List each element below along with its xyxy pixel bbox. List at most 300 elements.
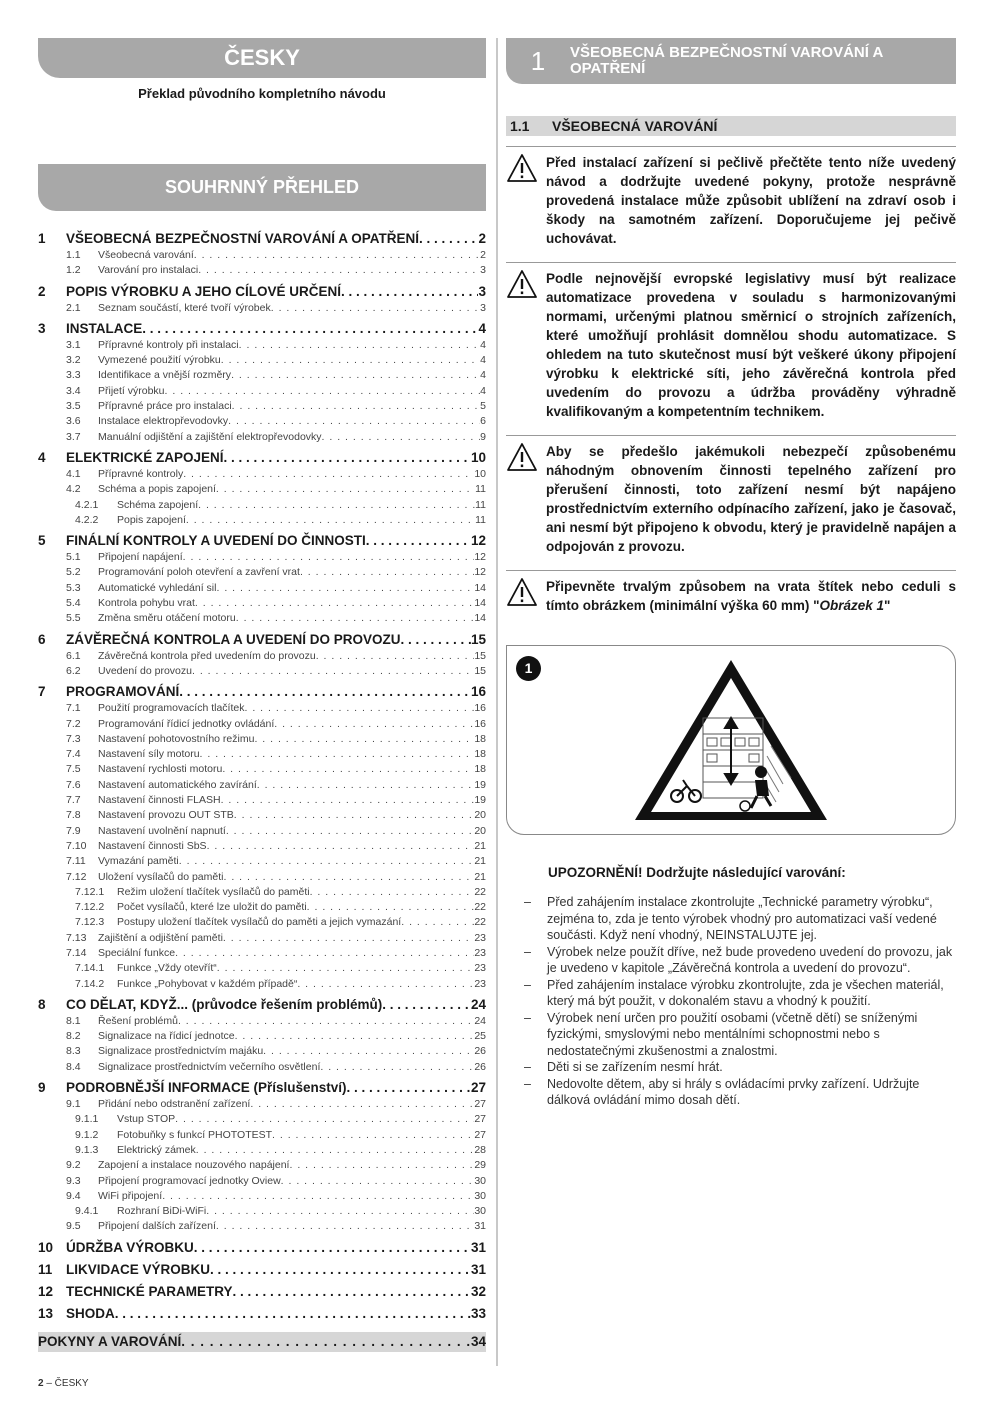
toc-subsection-page: 4	[480, 384, 486, 397]
toc-section-title: VŠEOBECNÁ BEZPEČNOSTNÍ VAROVÁNÍ A OPATŘENÍ	[66, 231, 420, 246]
toc-subsection-row[interactable]	[38, 430, 486, 445]
toc-subsection-page: 23	[474, 946, 486, 959]
toc-dots	[179, 683, 471, 701]
toc-subsection-title: Nastavení rychlosti motoru	[98, 763, 223, 776]
toc-subsection-number: 1.2	[66, 264, 81, 277]
toc-subsection-page: 9	[480, 430, 486, 443]
toc-section-number: 7	[38, 684, 46, 700]
toc-subsection-row[interactable]	[38, 1158, 486, 1173]
warning-icon	[506, 442, 546, 556]
toc-subsection-title: Závěrečná kontrola před uvedením do provozu	[98, 649, 316, 662]
toc-subsection-page: 5	[480, 400, 486, 413]
toc-dots	[165, 384, 481, 399]
toc-subsection-page: 27	[474, 1128, 486, 1141]
warning-icon	[506, 269, 546, 421]
caution-list-item: – Před zahájením instalace výrobku zkontrolujte, zda je všechen materiál, který má být použit, v dokonalém stavu a vhodný k použití.	[524, 977, 956, 1010]
toc-section-number: 12	[38, 1283, 54, 1299]
toc-dots	[179, 854, 475, 869]
warning-icon	[506, 577, 546, 615]
toc-dots	[272, 1128, 474, 1143]
figure-reference: Obrázek 1	[819, 598, 885, 613]
toc-section-row[interactable]	[38, 631, 486, 649]
toc-last-entry[interactable]	[38, 1332, 486, 1352]
toc-subsection-title: Programování poloh otevření a zavření vrat	[98, 566, 300, 579]
toc-subsection-number: 7.8	[66, 809, 81, 822]
toc-subsection-page: 10	[474, 467, 486, 480]
toc-subsection-row[interactable]	[38, 565, 486, 580]
toc-subsection-number: 7.14.2	[75, 977, 105, 990]
toc-subsection-row[interactable]	[38, 611, 486, 626]
toc-subsection-row[interactable]	[38, 1189, 486, 1204]
toc-subsection-title: Připojení dalších zařízení	[98, 1220, 216, 1233]
toc-subsection-page: 21	[474, 870, 486, 883]
toc-section-number: 2	[38, 283, 46, 299]
toc-section-number: 4	[38, 449, 46, 465]
toc-dots	[183, 467, 474, 482]
toc-last-title: POKYNY A VAROVÁNÍ	[38, 1333, 182, 1349]
toc-section-page: 15	[470, 631, 486, 647]
toc-subsection-page: 14	[474, 612, 486, 625]
toc-dots	[222, 762, 474, 777]
toc-subsection-title: Signalizace prostřednictvím majáku	[98, 1045, 264, 1058]
toc-section-row[interactable]	[38, 320, 486, 338]
toc-subsection-title: Nastavení pohotovostního režimu	[98, 732, 255, 745]
warning-4-main: Připevněte trvalým způsobem na vrata štítek nebo ceduli s tímto obrázkem (minimální výška 60 mm) "	[546, 579, 956, 613]
caution-list-item: – Výrobek nelze použít dříve, než bude provedeno uvedení do provozu, jak je uvedeno v kapitole „Závěrečná kontrola a uvedení do provozu“.	[524, 944, 956, 977]
toc-dots	[401, 631, 471, 649]
toc-subsection-row[interactable]	[38, 762, 486, 777]
toc-last-page: 34	[470, 1333, 486, 1349]
toc-section-title: LIKVIDACE VÝROBKU	[66, 1261, 211, 1277]
toc-section-title: FINÁLNÍ KONTROLY A UVEDENÍ DO ČINNOSTI	[66, 533, 366, 549]
toc-subsection-title: Přípravné kontroly při instalaci	[98, 338, 239, 351]
warning-block	[506, 146, 956, 248]
toc-subsection-row[interactable]	[38, 467, 486, 482]
toc-subsection-number: 7.3	[66, 732, 81, 745]
page-footer	[38, 1378, 89, 1389]
toc-subsection-row[interactable]	[38, 1112, 486, 1127]
toc-dots	[274, 717, 474, 732]
toc-subsection-number: 7.2	[66, 717, 81, 730]
toc-subsection-row[interactable]	[38, 900, 486, 915]
toc-subsection-row[interactable]	[38, 1044, 486, 1059]
toc-subsection-row[interactable]	[38, 482, 486, 497]
toc-subsection-row[interactable]	[38, 778, 486, 793]
section-number: 1.1	[510, 118, 530, 134]
toc-dots	[234, 808, 475, 823]
toc-section-number: 13	[38, 1305, 54, 1321]
toc-dots	[206, 1204, 474, 1219]
toc-dots	[142, 320, 478, 338]
toc-subsection-title: Přípravné práce pro instalaci	[98, 400, 232, 413]
warning-block	[506, 570, 956, 615]
toc-subsection-row[interactable]	[38, 747, 486, 762]
toc-subsection-title: Přijetí výrobku	[98, 384, 165, 397]
toc-subsection-page: 11	[475, 483, 486, 496]
toc-subsection-row[interactable]	[38, 1029, 486, 1044]
toc-subsection-title: Instalace elektropřevodovky	[98, 415, 229, 428]
toc-dots	[233, 1283, 471, 1301]
toc-subsection-title: Signalizace prostřednictvím večerního osvětlení	[98, 1060, 321, 1073]
toc-dots	[232, 399, 481, 414]
toc-subsection-page: 3	[480, 264, 486, 277]
toc-dots	[289, 1158, 474, 1173]
toc-subsection-row[interactable]	[38, 1204, 486, 1219]
toc-subsection-page: 29	[474, 1159, 486, 1172]
toc-section-page: 31	[470, 1239, 486, 1255]
toc-subsection-row[interactable]	[38, 824, 486, 839]
toc-subsection-title: Zajištění a odjištění paměti	[98, 931, 223, 944]
caution-list-item: – Nedovolte dětem, aby si hrály s ovládacími prvky zařízení. Udržujte dálková ovládání mimo dosah dětí.	[524, 1076, 956, 1109]
toc-subsection-page: 16	[474, 702, 486, 715]
toc-subsection-number: 7.6	[66, 778, 81, 791]
toc-section-page: 3	[478, 283, 486, 299]
toc-section-row[interactable]	[38, 449, 486, 467]
toc-subsection-page: 25	[474, 1030, 486, 1043]
toc-subsection-row[interactable]	[38, 368, 486, 383]
toc-subsection-page: 4	[480, 354, 486, 367]
toc-subsection-row[interactable]	[38, 1128, 486, 1143]
warning-block	[506, 435, 956, 556]
toc-subsection-row[interactable]	[38, 915, 486, 930]
toc-subsection-row[interactable]	[38, 649, 486, 664]
toc-subsection-row[interactable]	[38, 596, 486, 611]
toc-section-row[interactable]	[38, 1283, 486, 1301]
toc-section-title: PODROBNĚJŠÍ INFORMACE (Příslušenství)	[66, 1080, 347, 1096]
figure-number-badge: 1	[516, 656, 541, 681]
toc-subsection-title: Signalizace na řídicí jednotce	[98, 1030, 235, 1043]
toc-subsection-title: Postupy uložení tlačítek vysílačů do paměti a jejich vymazání	[117, 916, 402, 929]
toc-subsection-number: 8.1	[66, 1014, 81, 1027]
toc-section-title: ÚDRŽBA VÝROBKU	[66, 1239, 194, 1255]
toc-dots	[281, 1174, 475, 1189]
caution-list	[524, 894, 956, 1109]
toc-subsection-title: Řešení problémů	[98, 1014, 178, 1027]
toc-subsection-page: 26	[474, 1045, 486, 1058]
toc-subsection-title: Přidání nebo odstranění zařízení	[98, 1098, 251, 1111]
toc-subsection-number: 7.9	[66, 824, 81, 837]
toc-subsection-number: 3.3	[66, 369, 81, 382]
toc-subsection-page: 11	[475, 498, 486, 511]
toc-subsection-number: 3.6	[66, 415, 81, 428]
toc-subsection-title: Automatické vyhledání sil	[98, 581, 217, 594]
toc-section-title: CO DĚLAT, KDYŽ... (průvodce řešením problémů)	[66, 996, 383, 1012]
toc-subsection-row[interactable]	[38, 1219, 486, 1234]
toc-dots	[192, 664, 474, 679]
toc-subsection-number: 8.3	[66, 1045, 81, 1058]
caution-list-item: – Výrobek není určen pro použití osobami (včetně dětí) se sníženými fyzickými, smyslovými nebo mentálními schopnostmi nebo s nedostatečnými zkušenostmi a znalostmi.	[524, 1010, 956, 1060]
toc-dots	[300, 565, 474, 580]
toc-subsection-number: 6.2	[66, 664, 81, 677]
toc-subsection-title: Schéma a popis zapojení	[98, 483, 216, 496]
toc-dots	[316, 649, 475, 664]
toc-subsection-number: 9.4	[66, 1189, 81, 1202]
toc-subsection-title: Funkce „Vždy otevřít“	[117, 962, 217, 975]
toc-subsection-row[interactable]	[38, 946, 486, 961]
footer-language: – ČESKY	[43, 1378, 89, 1389]
toc-subsection-number: 5.1	[66, 551, 81, 564]
toc-dots	[231, 368, 480, 383]
toc-dots	[224, 449, 471, 467]
toc-subsection-row[interactable]	[38, 248, 486, 263]
toc-subsection-row[interactable]	[38, 808, 486, 823]
toc-subsection-page: 18	[474, 732, 486, 745]
toc-subsection-title: Varování pro instalaci	[98, 264, 199, 277]
caution-list-item: – Před zahájením instalace zkontrolujte „Technické parametry výrobku“, zejména to, zda je tento výrobek vhodný pro automatizaci vaší vedené součásti. Když není vhodný, NEINSTALUJTE jej.	[524, 894, 956, 944]
toc-subsection-row[interactable]	[38, 581, 486, 596]
toc-subsection-page: 27	[474, 1113, 486, 1126]
toc-section-title: ELEKTRICKÉ ZAPOJENÍ	[66, 449, 224, 465]
toc-dots	[198, 263, 480, 278]
toc-dots	[347, 1079, 471, 1097]
warning-text: Podle nejnovější evropské legislativy musí být realizace automatizace provedena v souladu s harmonizovanými normami, určenými platnou směrnicí o strojních zařízeních, které umožňují prohlásit domnělou shodu automatizace. S ohledem na tuto skutečnost musí být veškeré úkony připojení výrobku k elektrické síti, jeho závěrečná kontrola před uvedením do provozu a údržba prováděny výhradně kvalifikovaným a kompetentním technikem.	[546, 271, 956, 419]
chapter-header	[506, 38, 956, 84]
section-title: VŠEOBECNÁ VAROVÁNÍ	[552, 118, 718, 134]
toc-section-row[interactable]	[38, 1239, 486, 1257]
toc-subsection-page: 23	[474, 962, 486, 975]
chapter-number: 1	[530, 45, 546, 76]
toc-subsection-title: Programování řídicí jednotky ovládání	[98, 717, 275, 730]
toc-subsection-page: 31	[474, 1220, 486, 1233]
toc-subsection-page: 30	[474, 1174, 486, 1187]
toc-dots	[115, 1305, 471, 1323]
warning-block	[506, 262, 956, 421]
toc-subsection-row[interactable]	[38, 1014, 486, 1029]
toc-section-row[interactable]	[38, 1261, 486, 1279]
toc-subsection-row[interactable]	[38, 931, 486, 946]
toc-dots	[401, 915, 474, 930]
toc-subsection-row[interactable]	[38, 839, 486, 854]
toc-subsection-title: Připojení napájení	[98, 551, 183, 564]
toc-subsection-title: Režim uložení tlačítek vysílačů do paměti	[117, 885, 310, 898]
toc-subsection-number: 9.3	[66, 1174, 81, 1187]
toc-subsection-number: 3.4	[66, 384, 81, 397]
column-divider	[496, 38, 498, 1366]
toc-subsection-row[interactable]	[38, 399, 486, 414]
toc-subsection-page: 22	[474, 916, 486, 929]
toc-subsection-page: 23	[474, 931, 486, 944]
toc-subsection-page: 30	[474, 1189, 486, 1202]
toc-subsection-title: Uvedení do provozu	[98, 664, 192, 677]
toc-subsection-number: 7.12.3	[75, 916, 105, 929]
toc-subsection-number: 9.5	[66, 1220, 81, 1233]
warning-sign-illustration	[631, 656, 831, 826]
toc-subsection-page: 4	[480, 338, 486, 351]
toc-subsection-title: Připojení programovací jednotky Oview	[98, 1174, 281, 1187]
toc-section-row[interactable]	[38, 1079, 486, 1097]
toc-dots	[223, 931, 474, 946]
toc-dots	[263, 1044, 474, 1059]
toc-subsection-page: 22	[474, 901, 486, 914]
toc-subsection-title: Nastavení síly motoru	[98, 748, 200, 761]
toc-section-number: 9	[38, 1080, 46, 1096]
subtitle: Překlad původního kompletního návodu	[138, 86, 386, 101]
toc-section-number: 11	[38, 1261, 53, 1277]
toc-dots	[186, 513, 475, 528]
toc-subsection-page: 20	[474, 824, 486, 837]
toc-subsection-row[interactable]	[38, 384, 486, 399]
toc-section-row[interactable]	[38, 996, 486, 1014]
toc-section-title: SHODA	[66, 1305, 115, 1321]
toc-subsection-row[interactable]	[38, 1097, 486, 1112]
toc-dots	[221, 353, 480, 368]
toc-subsection-page: 22	[474, 885, 486, 898]
left-column	[38, 38, 486, 1352]
toc-subsection-row[interactable]	[38, 1060, 486, 1075]
toc-section-row[interactable]	[38, 283, 486, 301]
toc-dots	[175, 946, 474, 961]
toc-dots	[236, 611, 475, 626]
toc-subsection-number: 4.2.2	[75, 513, 99, 526]
summary-header: SOUHRNNÝ PŘEHLED	[38, 164, 486, 211]
toc-dots	[223, 870, 474, 885]
toc-subsection-title: Elektrický zámek	[117, 1143, 196, 1156]
toc-section-number: 6	[38, 631, 46, 647]
toc-subsection-number: 5.2	[66, 566, 81, 579]
toc-subsection-row[interactable]	[38, 854, 486, 869]
toc-subsection-title: Schéma zapojení	[117, 498, 199, 511]
toc-subsection-title: Funkce „Pohybovat v každém případě“	[117, 977, 298, 990]
toc-section-number: 5	[38, 533, 46, 549]
toc-dots	[310, 885, 475, 900]
toc-dots	[216, 1219, 474, 1234]
toc-subsection-title: Rozhraní BiDi-WiFi	[117, 1205, 207, 1218]
toc-subsection-page: 21	[474, 839, 486, 852]
toc-subsection-title: WiFi připojení	[98, 1189, 163, 1202]
toc-dots	[320, 1060, 474, 1075]
toc-dots	[254, 732, 474, 747]
toc-subsection-number: 7.10	[66, 839, 87, 852]
warning-text	[546, 577, 956, 615]
warning-text: Aby se předešlo jakémukoli nebezpečí způsobenému náhodným obnovením činnosti tepelného zařízení pro přerušení činnosti, toto zařízení nesmí být napájeno prostřednictvím externího odpínacího zařízení, jako je časovač, ani nesmí být připojeno k obvodu, který je pravidelně napájen a odpojován z provozu.	[546, 444, 956, 554]
toc-subsection-number: 7.1	[66, 702, 81, 715]
warning-icon	[506, 153, 546, 248]
toc-dots	[200, 747, 475, 762]
toc-subsection-row[interactable]	[38, 1174, 486, 1189]
toc-subsection-row[interactable]	[38, 793, 486, 808]
toc-dots	[181, 1332, 471, 1352]
toc-subsection-number: 5.5	[66, 612, 81, 625]
toc-subsection-page: 11	[475, 513, 486, 526]
toc-subsection-row[interactable]	[38, 414, 486, 429]
warning-text: Před instalací zařízení si pečlivě přečtěte tento níže uvedený návod a dodržujte uvedené pokyny, protože nesprávně provedená instalace může způsobit ublížení na zdraví osob i škody na samotném zařízení. Doporučujeme jej pečivě uchovávat.	[546, 155, 956, 246]
toc-section-page: 4	[478, 320, 486, 336]
toc-subsection-number: 1.1	[66, 249, 81, 261]
toc-subsection-title: Seznam součástí, které tvoří výrobek	[98, 301, 271, 314]
toc-dots	[178, 1014, 474, 1029]
toc-subsection-page: 30	[474, 1205, 486, 1218]
toc-subsection-number: 7.5	[66, 763, 81, 776]
toc-subsection-page: 20	[474, 809, 486, 822]
toc-subsection-number: 7.12.2	[75, 901, 105, 914]
toc-subsection-number: 5.4	[66, 597, 81, 610]
toc-dots	[297, 977, 474, 992]
toc-subsection-page: 12	[474, 566, 486, 579]
toc-dots	[207, 839, 475, 854]
toc-dots	[210, 1261, 471, 1279]
toc-dots	[226, 824, 474, 839]
toc-section-title: PROGRAMOVÁNÍ	[66, 684, 180, 700]
toc-subsection-row[interactable]	[38, 732, 486, 747]
toc-subsection-title: Nastavení provozu OUT STB	[98, 809, 234, 822]
toc-section-row[interactable]	[38, 532, 486, 550]
toc-subsection-title: Uložení vysílačů do paměti	[98, 870, 224, 883]
toc-section-page: 24	[470, 996, 486, 1012]
toc-subsection-page: 2	[480, 249, 486, 261]
toc-dots	[183, 550, 475, 565]
toc-dots	[228, 414, 480, 429]
toc-subsection-title: Všeobecná varování	[98, 249, 194, 261]
toc-subsection-page: 15	[474, 664, 486, 677]
toc-subsection-row[interactable]	[38, 513, 486, 528]
toc-dots	[194, 1239, 471, 1257]
toc-subsection-page: 19	[474, 794, 486, 807]
toc-section-row[interactable]	[38, 1305, 486, 1323]
toc-section-page: 27	[470, 1080, 486, 1096]
toc-subsection-row[interactable]	[38, 701, 486, 716]
toc-subsection-row[interactable]	[38, 338, 486, 353]
toc-section-number: 3	[38, 320, 46, 336]
toc-section-row[interactable]	[38, 683, 486, 701]
toc-subsection-page: 27	[474, 1098, 486, 1111]
toc-dots	[271, 301, 480, 316]
section-header	[506, 116, 956, 136]
toc-subsection-row[interactable]	[38, 961, 486, 976]
toc-dots	[195, 596, 474, 611]
toc-subsection-number: 7.12	[66, 870, 87, 883]
toc-subsection-number: 7.14.1	[75, 962, 105, 975]
toc-subsection-row[interactable]	[38, 1143, 486, 1158]
toc-dots	[419, 230, 478, 248]
toc-subsection-row[interactable]	[38, 301, 486, 316]
toc-subsection-page: 14	[474, 581, 486, 594]
toc-dots	[216, 482, 475, 497]
toc-subsection-row[interactable]	[38, 870, 486, 885]
toc-subsection-row[interactable]	[38, 498, 486, 513]
toc-dots	[239, 338, 481, 353]
toc-subsection-row[interactable]	[38, 977, 486, 992]
toc-subsection-title: Fotobuňky s funkcí PHOTOTEST	[117, 1128, 273, 1141]
toc-subsection-row[interactable]	[38, 717, 486, 732]
toc-subsection-row[interactable]	[38, 664, 486, 679]
toc-subsection-number: 8.2	[66, 1030, 81, 1043]
toc-subsection-number: 9.2	[66, 1159, 81, 1172]
toc-subsection-page: 18	[474, 763, 486, 776]
toc-subsection-row[interactable]	[38, 263, 486, 278]
toc-section-number: 1	[38, 231, 46, 246]
toc-subsection-page: 6	[480, 415, 486, 428]
toc-subsection-page: 16	[474, 717, 486, 730]
toc-subsection-row[interactable]	[38, 550, 486, 565]
caution-list-item: – Děti si se zařízením nesmí hrát.	[524, 1059, 956, 1076]
toc-subsection-number: 4.1	[66, 467, 81, 480]
toc-dots	[221, 793, 475, 808]
toc-subsection-number: 3.2	[66, 354, 81, 367]
toc-subsection-number: 5.3	[66, 581, 81, 594]
toc-dots	[307, 900, 475, 915]
toc-dots	[175, 1112, 474, 1127]
toc-subsection-row[interactable]	[38, 353, 486, 368]
toc-subsection-number: 9.1.3	[75, 1143, 99, 1156]
toc-subsection-number: 7.7	[66, 794, 81, 807]
toc-subsection-title: Identifikace a vnější rozměry	[98, 369, 232, 382]
toc-section-row[interactable]	[38, 230, 486, 248]
toc-subsection-page: 12	[474, 551, 486, 564]
toc-subsection-title: Nastavení činnosti SbS	[98, 839, 207, 852]
toc-section-title: INSTALACE	[66, 320, 143, 336]
toc-dots	[322, 430, 481, 445]
toc-subsection-row[interactable]	[38, 885, 486, 900]
